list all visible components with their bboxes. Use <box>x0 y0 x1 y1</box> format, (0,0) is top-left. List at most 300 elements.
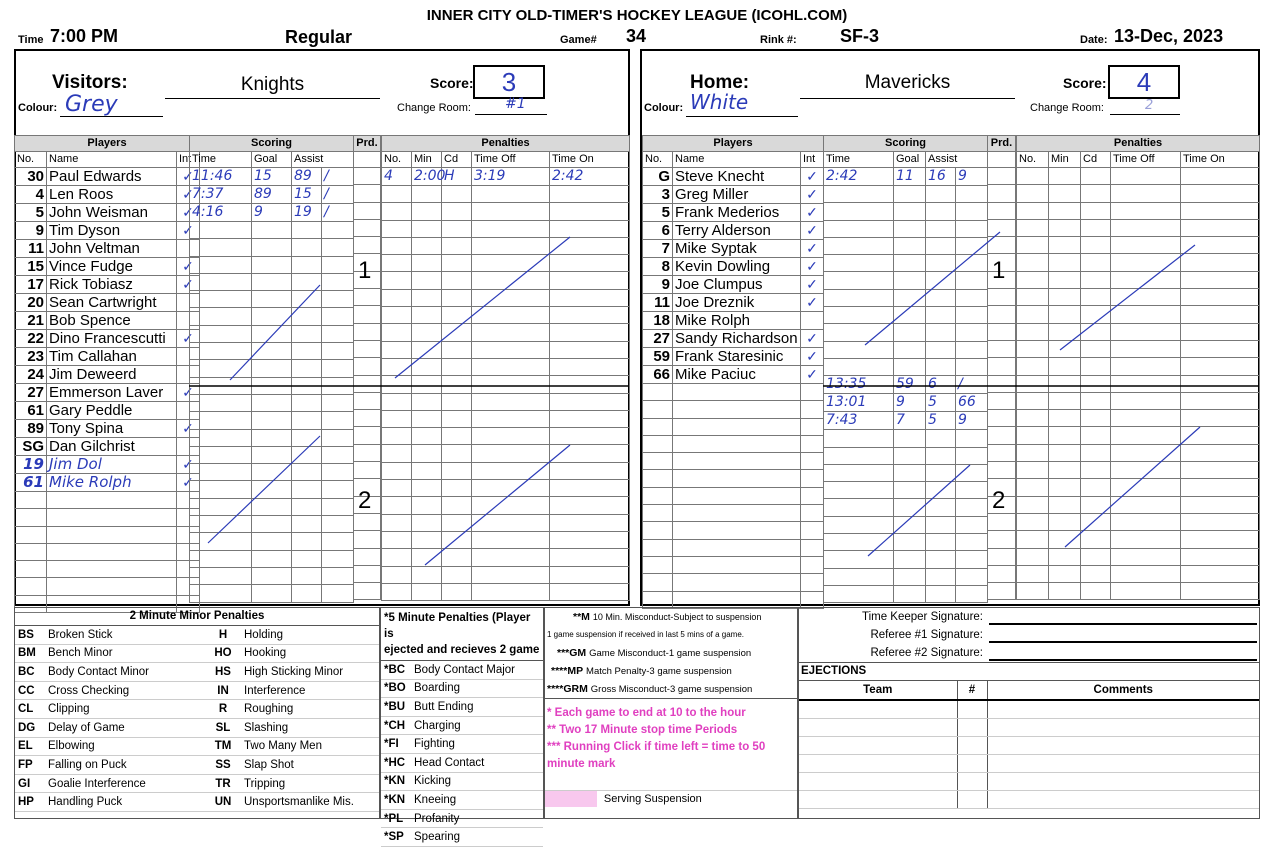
empty-cell <box>1049 271 1081 288</box>
empty-row <box>988 168 1016 185</box>
ejections-team-header: Team <box>799 681 957 700</box>
empty-cell <box>442 358 472 375</box>
player-row <box>643 591 824 608</box>
penalty-code: BS <box>15 626 45 644</box>
penalty-code: SS <box>205 756 241 775</box>
col-no: No. <box>643 152 673 168</box>
empty-cell <box>1017 271 1049 288</box>
empty-cell <box>894 255 926 272</box>
player-int-check: ✓ <box>177 384 200 402</box>
empty-cell <box>412 324 442 341</box>
major-penalty-row <box>381 828 543 847</box>
date-label: Date: <box>1080 34 1108 46</box>
player-name: Sean Cartwright <box>47 294 177 312</box>
penalty-code: FP <box>15 756 45 775</box>
home-penalties-header: Penalties <box>1017 136 1260 152</box>
empty-cell <box>472 186 550 203</box>
empty-cell <box>643 470 673 487</box>
scoring-row <box>824 168 988 186</box>
penalty-description: Kicking <box>411 772 543 791</box>
penalty-code: IN <box>205 681 241 700</box>
empty-cell <box>442 376 472 393</box>
scoring-row <box>190 343 354 360</box>
scoring-row <box>190 360 354 377</box>
penalty-row <box>382 358 630 375</box>
ejection-cell <box>987 754 1259 772</box>
empty-cell <box>382 393 412 410</box>
player-row <box>15 240 200 258</box>
visitors-penalties-table <box>381 135 630 601</box>
penalty-description: Elbowing <box>45 737 205 756</box>
empty-cell <box>1111 306 1181 323</box>
empty-cell <box>550 497 630 514</box>
home-scoring-header: Scoring <box>824 136 988 152</box>
player-int-check: ✓ <box>177 168 200 186</box>
empty-cell <box>956 447 988 464</box>
visitors-score-label: Score: <box>430 75 474 91</box>
empty-cell <box>1081 237 1111 254</box>
penalty-code: *BC <box>381 661 411 679</box>
empty-cell <box>550 220 630 237</box>
player-int-check: ✓ <box>801 240 824 258</box>
empty-row <box>354 185 381 202</box>
referee2-line[interactable] <box>989 659 1257 661</box>
ejection-cell <box>799 718 957 736</box>
empty-cell <box>190 567 252 584</box>
penalty-code: *HC <box>381 753 411 772</box>
empty-cell <box>550 358 630 375</box>
m-text: 10 Min. Misconduct-Subject to suspension <box>592 612 762 622</box>
scoring-row <box>824 289 988 306</box>
mp-text: Match Penalty-3 game suspension <box>586 666 732 677</box>
empty-cell <box>382 428 412 445</box>
empty-cell <box>824 430 894 447</box>
note-3: *** Running Click if time left = time to 50 <box>547 741 766 753</box>
empty-cell <box>988 219 1016 236</box>
referee1-line[interactable] <box>989 641 1257 643</box>
empty-cell <box>252 481 292 498</box>
empty-cell <box>926 585 956 602</box>
penalty-player-no: 4 <box>382 168 412 186</box>
empty-cell <box>472 549 550 566</box>
penalty-description: Head Contact <box>411 753 543 772</box>
penalty-code: *BU <box>381 698 411 717</box>
empty-cell <box>1049 323 1081 340</box>
empty-cell <box>550 514 630 531</box>
penalty-row <box>1017 531 1260 548</box>
ejection-cell <box>987 700 1259 719</box>
empty-cell <box>988 531 1016 548</box>
player-row <box>15 348 200 366</box>
empty-cell <box>472 376 550 393</box>
serving-label: Serving Suspension <box>603 793 702 805</box>
player-int-check: ✓ <box>801 186 824 204</box>
empty-cell <box>1017 462 1049 479</box>
empty-cell <box>382 376 412 393</box>
penalty-row <box>382 237 630 254</box>
visitors-team-underline <box>165 98 380 99</box>
scoring-row <box>190 168 354 186</box>
empty-cell <box>354 202 381 219</box>
home-colour-underline <box>686 116 798 117</box>
empty-cell <box>190 325 252 342</box>
grm-code: ****GRM <box>547 683 588 695</box>
player-number: 7 <box>643 240 673 258</box>
col-time: Time <box>190 152 252 168</box>
empty-cell <box>322 550 354 567</box>
misconducts-legend <box>544 607 798 819</box>
major-penalties-title-2: ejected and recieves 2 game <box>384 644 540 656</box>
empty-cell <box>894 186 926 203</box>
empty-cell <box>1081 548 1111 565</box>
penalty-description: Clipping <box>45 700 205 719</box>
minor-penalty-row <box>15 700 379 719</box>
penalty-row <box>1017 375 1260 392</box>
penalty-code: TR <box>205 774 241 793</box>
pen-col-no: No. <box>382 152 412 168</box>
gm-text: Game Misconduct-1 game suspension <box>589 648 752 659</box>
empty-cell <box>926 289 956 306</box>
empty-cell <box>926 534 956 551</box>
empty-cell <box>550 445 630 462</box>
player-row <box>15 384 200 402</box>
empty-cell <box>894 516 926 533</box>
empty-row <box>354 323 381 340</box>
penalty-row <box>382 393 630 410</box>
penalty-code: *BO <box>381 679 411 698</box>
empty-cell <box>894 237 926 254</box>
empty-cell <box>354 444 381 461</box>
empty-cell <box>1049 254 1081 271</box>
home-scoring-table <box>823 135 988 603</box>
empty-cell <box>824 585 894 602</box>
penalty-row <box>382 428 630 445</box>
empty-cell <box>673 435 801 452</box>
penalty-description: Slashing <box>241 718 379 737</box>
player-row <box>15 543 200 560</box>
pen-col-no: No. <box>1017 152 1049 168</box>
empty-cell <box>382 341 412 358</box>
scoring-row <box>190 394 354 411</box>
empty-cell <box>926 186 956 203</box>
penalty-row <box>1017 254 1260 271</box>
empty-cell <box>1081 289 1111 306</box>
empty-cell <box>1181 462 1260 479</box>
scoring-row <box>190 377 354 394</box>
penalty-code: R <box>205 700 241 719</box>
player-row <box>643 294 824 312</box>
penalty-description: Tripping <box>241 774 379 793</box>
scoring-row <box>824 568 988 585</box>
empty-cell <box>1081 531 1111 548</box>
player-name: Len Roos <box>47 186 177 204</box>
empty-cell <box>1181 444 1260 461</box>
major-penalty-row <box>381 791 543 810</box>
empty-cell <box>801 487 824 504</box>
player-row <box>15 561 200 578</box>
empty-cell <box>47 561 177 578</box>
player-row <box>15 258 200 276</box>
minor-penalty-row <box>15 626 379 644</box>
ejection-row <box>799 700 1259 719</box>
empty-cell <box>442 307 472 324</box>
home-score-box: 4 <box>1108 65 1180 99</box>
empty-cell <box>382 203 412 220</box>
penalty-code: HS <box>205 663 241 682</box>
penalty-code: H <box>205 626 241 644</box>
col-goal: Goal <box>252 152 292 168</box>
empty-cell <box>1111 375 1181 392</box>
empty-cell <box>322 239 354 256</box>
empty-cell <box>1081 392 1111 409</box>
empty-cell <box>190 585 252 602</box>
empty-cell <box>354 392 381 409</box>
player-number: 27 <box>15 384 47 402</box>
player-row <box>643 222 824 240</box>
empty-cell <box>956 272 988 289</box>
major-penalty-row <box>381 753 543 772</box>
ejection-cell <box>799 700 957 719</box>
scoring-row <box>190 273 354 290</box>
empty-cell <box>1181 392 1260 409</box>
player-number: 18 <box>643 312 673 330</box>
empty-cell <box>550 307 630 324</box>
penalty-code: SL <box>205 718 241 737</box>
empty-cell <box>442 186 472 203</box>
empty-cell <box>643 505 673 522</box>
empty-cell <box>472 531 550 548</box>
empty-cell <box>1081 219 1111 236</box>
empty-cell <box>956 585 988 602</box>
player-name: Greg Miller <box>673 186 801 204</box>
scoring-row <box>190 516 354 533</box>
empty-cell <box>322 516 354 533</box>
scoring-row <box>190 204 354 222</box>
player-name: Mike Rolph <box>673 312 801 330</box>
empty-row <box>988 306 1016 323</box>
empty-cell <box>1017 254 1049 271</box>
rink-value: SF-3 <box>840 26 880 46</box>
empty-cell <box>801 574 824 591</box>
player-name: Paul Edwards <box>47 168 177 186</box>
empty-cell <box>252 273 292 290</box>
empty-cell <box>894 482 926 499</box>
empty-row <box>988 219 1016 236</box>
empty-cell <box>292 464 322 481</box>
penalty-row <box>382 497 630 514</box>
empty-cell <box>1181 427 1260 444</box>
empty-cell <box>442 583 472 600</box>
empty-cell <box>15 578 47 595</box>
player-row <box>15 578 200 595</box>
empty-cell <box>673 556 801 573</box>
penalty-code: EL <box>15 737 45 756</box>
penalty-description: Body Contact Minor <box>45 663 205 682</box>
player-row <box>15 526 200 543</box>
empty-cell <box>472 393 550 410</box>
scoring-row <box>190 325 354 342</box>
empty-cell <box>354 427 381 444</box>
minor-penalty-row <box>15 737 379 756</box>
empty-cell <box>252 222 292 239</box>
empty-cell <box>252 446 292 463</box>
empty-row <box>354 583 381 600</box>
empty-row <box>354 531 381 548</box>
player-row <box>15 222 200 240</box>
empty-cell <box>894 534 926 551</box>
empty-cell <box>801 435 824 452</box>
empty-cell <box>322 343 354 360</box>
empty-cell <box>322 256 354 273</box>
empty-cell <box>412 203 442 220</box>
player-name: Frank Mederios <box>673 204 801 222</box>
empty-cell <box>550 393 630 410</box>
timekeeper-line[interactable] <box>989 623 1257 625</box>
home-team-underline <box>800 98 1015 99</box>
empty-cell <box>382 497 412 514</box>
empty-cell <box>322 429 354 446</box>
empty-cell <box>190 446 252 463</box>
scoring-row <box>190 291 354 308</box>
empty-cell <box>292 550 322 567</box>
penalty-description: Boarding <box>411 679 543 698</box>
empty-cell <box>894 307 926 324</box>
empty-cell <box>550 428 630 445</box>
player-name: Dan Gilchrist <box>47 438 177 456</box>
empty-cell <box>412 583 442 600</box>
player-int-check: ✓ <box>177 456 200 474</box>
empty-cell <box>1111 392 1181 409</box>
empty-cell <box>1181 375 1260 392</box>
pen-col-min: Min <box>412 152 442 168</box>
penalty-code: *PL <box>381 809 411 828</box>
penalty-row <box>1017 219 1260 236</box>
empty-row <box>988 392 1016 409</box>
player-row <box>15 330 200 348</box>
ejection-row <box>799 718 1259 736</box>
player-name: Kevin Dowling <box>673 258 801 276</box>
empty-cell <box>1111 254 1181 271</box>
empty-cell <box>1181 358 1260 375</box>
empty-cell <box>442 220 472 237</box>
empty-cell <box>382 272 412 289</box>
empty-cell <box>1111 237 1181 254</box>
empty-row <box>988 323 1016 340</box>
empty-cell <box>824 186 894 203</box>
col-time: Time <box>824 152 894 168</box>
empty-cell <box>550 341 630 358</box>
empty-cell <box>382 480 412 497</box>
penalty-description: Two Many Men <box>241 737 379 756</box>
penalty-code: *CH <box>381 716 411 735</box>
empty-row <box>354 237 381 254</box>
scoring-row <box>824 324 988 341</box>
home-colour-label: Colour: <box>644 102 684 114</box>
empty-cell <box>412 220 442 237</box>
empty-cell <box>643 522 673 539</box>
player-row <box>643 556 824 573</box>
penalty-description: Interference <box>241 681 379 700</box>
empty-cell <box>801 418 824 435</box>
empty-cell <box>1017 410 1049 427</box>
empty-cell <box>1017 219 1049 236</box>
empty-cell <box>988 185 1016 202</box>
empty-cell <box>382 583 412 600</box>
scoring-row <box>824 482 988 499</box>
penalty-description: Goalie Interference <box>45 774 205 793</box>
player-row <box>15 294 200 312</box>
empty-cell <box>190 550 252 567</box>
empty-cell <box>322 291 354 308</box>
empty-cell <box>988 410 1016 427</box>
player-row <box>643 470 824 487</box>
empty-cell <box>824 482 894 499</box>
player-row <box>643 401 824 418</box>
empty-row <box>988 444 1016 461</box>
empty-cell <box>1111 202 1181 219</box>
empty-cell <box>988 306 1016 323</box>
empty-cell <box>988 237 1016 254</box>
goal-time: 13:35 <box>824 376 894 394</box>
empty-cell <box>673 539 801 556</box>
empty-cell <box>894 499 926 516</box>
player-name: Tim Dyson <box>47 222 177 240</box>
empty-row <box>354 289 381 306</box>
empty-cell <box>252 464 292 481</box>
penalty-row <box>382 480 630 497</box>
empty-cell <box>322 222 354 239</box>
assist-1: 19 <box>292 204 322 222</box>
penalty-description: Handling Puck <box>45 793 205 812</box>
player-int-check: ✓ <box>177 330 200 348</box>
empty-cell <box>824 255 894 272</box>
scoring-row <box>190 412 354 429</box>
empty-cell <box>442 531 472 548</box>
empty-cell <box>988 565 1016 582</box>
empty-cell <box>252 412 292 429</box>
scoring-row <box>824 237 988 254</box>
player-row <box>15 509 200 526</box>
empty-cell <box>894 430 926 447</box>
visitors-label: Visitors: <box>52 72 128 93</box>
penalty-description: Spearing <box>411 828 543 847</box>
empty-cell <box>354 340 381 357</box>
empty-row <box>988 237 1016 254</box>
empty-cell <box>472 497 550 514</box>
penalty-row <box>382 307 630 324</box>
empty-cell <box>926 324 956 341</box>
empty-cell <box>252 516 292 533</box>
empty-cell <box>643 401 673 418</box>
empty-cell <box>824 289 894 306</box>
empty-cell <box>442 480 472 497</box>
empty-cell <box>1111 462 1181 479</box>
player-row <box>643 505 824 522</box>
empty-cell <box>1049 496 1081 513</box>
player-row <box>15 402 200 420</box>
player-number: 11 <box>643 294 673 312</box>
player-number: 9 <box>15 222 47 240</box>
col-assist: Assist <box>292 152 354 168</box>
empty-cell <box>1181 583 1260 600</box>
empty-cell <box>988 323 1016 340</box>
empty-cell <box>442 410 472 427</box>
empty-cell <box>1081 462 1111 479</box>
visitors-score-box: 3 <box>473 65 545 99</box>
empty-cell <box>824 516 894 533</box>
player-number: 30 <box>15 168 47 186</box>
empty-cell <box>1111 168 1181 185</box>
